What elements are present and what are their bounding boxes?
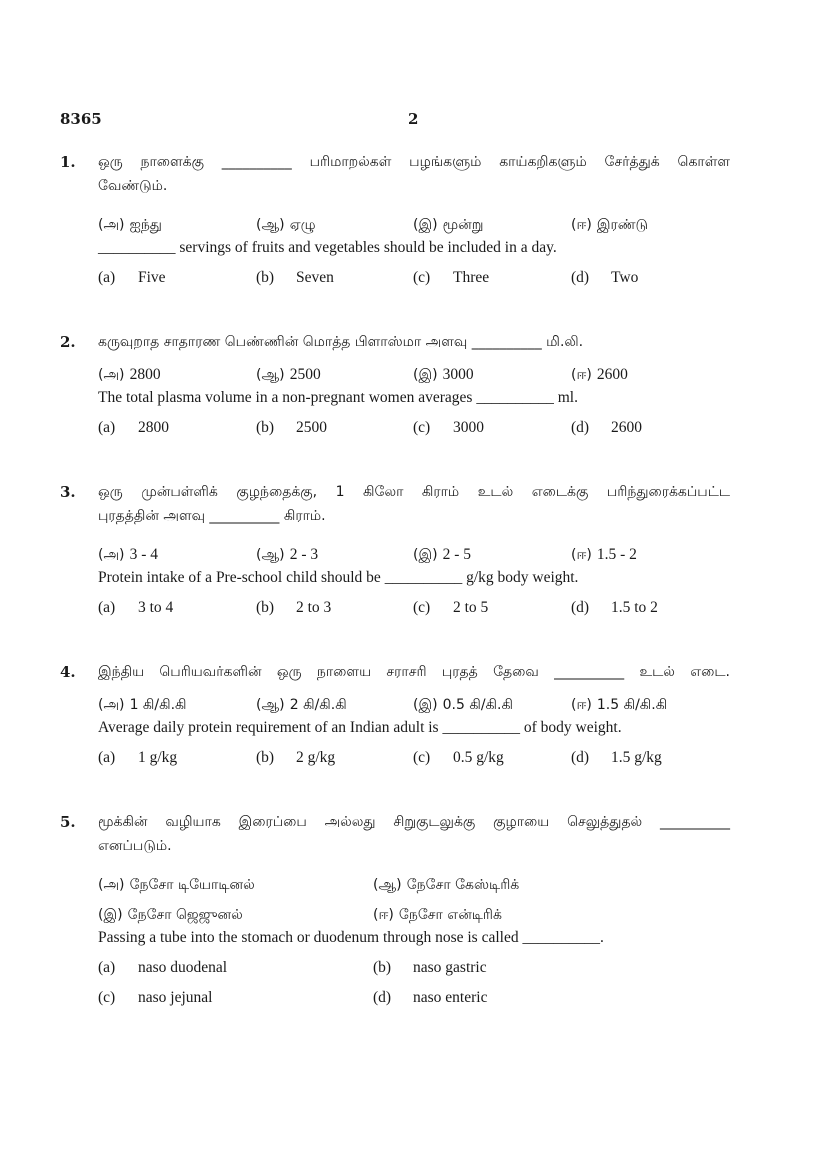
english-option-a[interactable]: [98, 749, 177, 767]
tamil-option-a[interactable]: [98, 874, 255, 895]
option-text: Five: [138, 269, 166, 286]
option-text: 0.5 g/kg: [453, 749, 504, 766]
option-text: நேசோ ஜெஜுனல்: [127, 907, 243, 923]
option-label: (அ): [98, 877, 125, 893]
option-label: (அ): [98, 367, 125, 383]
question-tamil-line-1: ஒரு முன்பள்ளிக் குழந்தைக்கு, 1 கிலோ கிராம் உடல் எடைக்கு பரிந்துரைக்கப்பட்ட: [98, 484, 730, 500]
tamil-option-c[interactable]: [413, 544, 471, 565]
option-label: (d): [571, 419, 590, 436]
option-label: (d): [373, 989, 392, 1006]
option-text: Seven: [296, 269, 334, 286]
option-label: (ஆ): [256, 367, 285, 383]
tamil-option-b[interactable]: [256, 694, 347, 715]
option-text: 1.5 to 2: [611, 599, 658, 616]
question-number: 3.: [60, 483, 76, 501]
english-option-a[interactable]: [98, 599, 173, 617]
option-label: (இ): [413, 547, 438, 563]
english-option-c[interactable]: [413, 749, 504, 767]
option-text: நேசோ கேஸ்டிரிக்: [406, 877, 520, 893]
option-label: (a): [98, 269, 116, 286]
page-number: 2: [408, 110, 419, 128]
paper-code: 8365: [60, 110, 102, 128]
option-label: (இ): [413, 367, 438, 383]
option-label: (d): [571, 269, 590, 286]
option-text: 1.5 g/kg: [611, 749, 662, 766]
option-label: (b): [373, 959, 392, 976]
question-tamil-line-2: வேண்டும்.: [98, 178, 168, 194]
option-label: (a): [98, 599, 116, 616]
english-option-b[interactable]: [256, 749, 335, 767]
tamil-option-b[interactable]: [256, 364, 321, 385]
option-label: (ஆ): [256, 217, 285, 233]
option-label: (c): [413, 599, 431, 616]
tamil-option-d[interactable]: [571, 694, 667, 715]
question-number: 2.: [60, 333, 76, 351]
option-label: (c): [413, 749, 431, 766]
tamil-option-b[interactable]: [256, 214, 316, 235]
question-number: 1.: [60, 153, 76, 171]
english-option-d[interactable]: [571, 419, 642, 437]
option-text: Two: [611, 269, 639, 286]
english-option-b[interactable]: [373, 959, 487, 977]
option-text: 3000: [453, 419, 484, 436]
question-english: The total plasma volume in a non-pregnant women averages __________ ml.: [98, 389, 578, 406]
option-text: 1.5 - 2: [596, 546, 637, 563]
option-text: 2 - 3: [289, 546, 319, 563]
option-label: (ஈ): [373, 907, 394, 923]
option-text: நேசோ டியோடினல்: [129, 877, 255, 893]
english-option-d[interactable]: [571, 749, 662, 767]
english-option-d[interactable]: [373, 989, 487, 1007]
option-label: (அ): [98, 217, 125, 233]
option-text: naso duodenal: [138, 959, 228, 976]
option-text: ஐந்து: [129, 217, 162, 233]
option-text: 2500: [289, 366, 321, 383]
option-text: 3000: [442, 366, 474, 383]
english-option-a[interactable]: [98, 419, 169, 437]
option-text: ஏழு: [289, 217, 316, 233]
option-label: (ஈ): [571, 547, 592, 563]
option-text: 1 g/kg: [138, 749, 178, 766]
option-label: (a): [98, 749, 116, 766]
option-text: 2800: [138, 419, 169, 436]
option-label: (இ): [413, 217, 438, 233]
option-label: (அ): [98, 547, 125, 563]
option-label: (d): [571, 599, 590, 616]
option-text: இரண்டு: [596, 217, 649, 233]
option-label: (c): [413, 269, 431, 286]
option-label: (ஆ): [256, 697, 285, 713]
option-label: (இ): [98, 907, 123, 923]
option-text: 2 g/kg: [296, 749, 336, 766]
english-option-b[interactable]: [256, 419, 327, 437]
option-text: 0.5 கி/கி.கி: [442, 697, 513, 713]
option-text: naso jejunal: [138, 989, 213, 1006]
option-label: (b): [256, 269, 275, 286]
option-text: 1.5 கி/கி.கி: [596, 697, 668, 713]
option-text: 3 to 4: [138, 599, 174, 616]
question-number: 5.: [60, 813, 76, 831]
tamil-option-d[interactable]: [571, 364, 628, 385]
option-label: (c): [98, 989, 116, 1006]
english-option-c[interactable]: [413, 269, 489, 287]
option-label: (ஈ): [571, 367, 592, 383]
option-label: (d): [571, 749, 590, 766]
tamil-option-a[interactable]: [98, 214, 162, 235]
option-label: (a): [98, 959, 116, 976]
tamil-option-c[interactable]: [413, 694, 513, 715]
question-tamil-line-2: புரதத்தின் அளவு __________ கிராம்.: [98, 508, 326, 524]
option-text: naso gastric: [413, 959, 487, 976]
tamil-option-c[interactable]: [413, 214, 483, 235]
question-tamil-line-1: மூக்கின் வழியாக இரைப்பை அல்லது சிறுகுடலுக்கு குழாயை செலுத்துதல் __________: [98, 814, 730, 830]
option-text: Three: [453, 269, 490, 286]
option-label: (அ): [98, 697, 125, 713]
tamil-option-a[interactable]: [98, 544, 158, 565]
option-label: (ஆ): [256, 547, 285, 563]
tamil-option-a[interactable]: [98, 364, 161, 385]
english-option-c[interactable]: [98, 989, 212, 1007]
english-option-c[interactable]: [413, 419, 484, 437]
tamil-option-c[interactable]: [413, 364, 474, 385]
question-english: Protein intake of a Pre-school child should be __________ g/kg body weight.: [98, 569, 579, 586]
option-text: 2 கி/கி.கி: [289, 697, 347, 713]
option-text: 2800: [129, 366, 161, 383]
option-label: (b): [256, 749, 275, 766]
option-text: 3 - 4: [129, 546, 158, 563]
english-option-c[interactable]: [413, 599, 488, 617]
option-label: (இ): [413, 697, 438, 713]
english-option-d[interactable]: [571, 599, 658, 617]
question-english: __________ servings of fruits and vegetables should be included in a day.: [98, 239, 557, 256]
option-text: 2 to 5: [453, 599, 489, 616]
english-option-d[interactable]: [571, 269, 638, 287]
option-text: 2500: [296, 419, 327, 436]
question-tamil-line-1: இந்திய பெரியவர்களின் ஒரு நாளைய சராசரி புரதத் தேவை __________ உடல் எடை.: [98, 664, 730, 680]
option-text: மூன்று: [442, 217, 484, 233]
option-text: 2600: [596, 366, 628, 383]
tamil-option-d[interactable]: [571, 544, 637, 565]
option-label: (c): [413, 419, 431, 436]
option-label: (b): [256, 599, 275, 616]
english-option-a[interactable]: [98, 269, 166, 287]
tamil-option-b[interactable]: [256, 544, 318, 565]
tamil-option-b[interactable]: [373, 874, 519, 895]
option-label: (ஆ): [373, 877, 402, 893]
question-number: 4.: [60, 663, 76, 681]
option-text: 2600: [611, 419, 642, 436]
option-text: 2 to 3: [296, 599, 332, 616]
option-text: நேசோ என்டிரிக்: [398, 907, 502, 923]
question-english: Average daily protein requirement of an Indian adult is __________ of body weight.: [98, 719, 622, 736]
tamil-option-c[interactable]: [98, 904, 243, 925]
question-tamil-line-2: எனப்படும்.: [98, 838, 172, 854]
question-tamil-line-1: ஒரு நாளைக்கு __________ பரிமாறல்கள் பழங்களும் காய்கறிகளும் சேர்த்துக் கொள்ள: [98, 154, 730, 170]
option-label: (a): [98, 419, 116, 436]
option-text: 2 - 5: [442, 546, 472, 563]
option-text: 1 கி/கி.கி: [129, 697, 187, 713]
tamil-option-d[interactable]: [373, 904, 502, 925]
option-text: naso enteric: [413, 989, 488, 1006]
english-option-b[interactable]: [256, 269, 334, 287]
question-tamil-line-1: கருவுறாத சாதாரண பெண்ணின் மொத்த பிளாஸ்மா அளவு __________ மி.லி.: [98, 334, 584, 350]
tamil-option-a[interactable]: [98, 694, 187, 715]
tamil-option-d[interactable]: [571, 214, 648, 235]
option-label: (b): [256, 419, 275, 436]
english-option-a[interactable]: [98, 959, 227, 977]
question-english: Passing a tube into the stomach or duodenum through nose is called __________.: [98, 929, 604, 946]
option-label: (ஈ): [571, 217, 592, 233]
option-label: (ஈ): [571, 697, 592, 713]
english-option-b[interactable]: [256, 599, 331, 617]
